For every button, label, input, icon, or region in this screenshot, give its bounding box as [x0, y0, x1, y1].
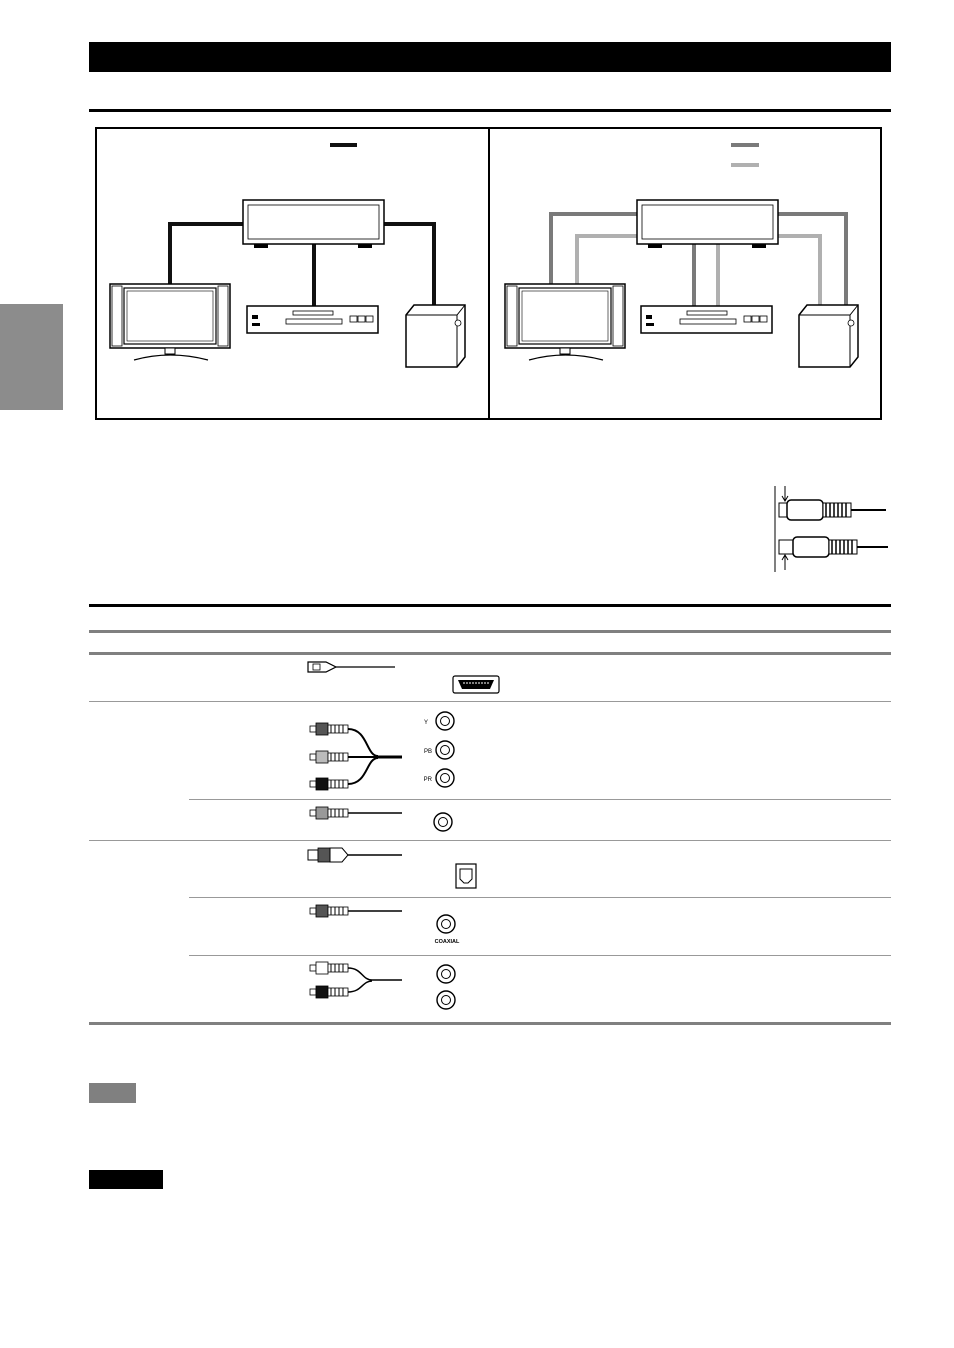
rca-jack-icon [434, 813, 452, 831]
hdmi-plug-icon [308, 662, 395, 672]
rca-jack-icon [436, 769, 454, 787]
jack-label-y: Y [423, 720, 428, 726]
note-label [89, 1083, 136, 1103]
hdmi-jack-icon [453, 676, 499, 693]
rca-plug-icon [310, 751, 348, 763]
jack-label-pr: PR [423, 777, 432, 783]
rca-plug-icon [310, 723, 348, 735]
rca-jack-icon [436, 712, 454, 730]
jack-label-pb: PB [423, 749, 432, 755]
rca-plug-icon [310, 807, 402, 819]
rca-plug-icon [310, 905, 402, 917]
optical-jack-icon [456, 864, 476, 888]
optical-plug-icon [308, 848, 402, 862]
rca-plug-icon [310, 986, 348, 998]
rca-jack-icon [436, 741, 454, 759]
caution-label [89, 1170, 163, 1189]
rca-plug-icon [310, 962, 348, 974]
rca-jack-icon [437, 915, 455, 933]
jack-label-coaxial: COAXIAL [434, 939, 460, 945]
rca-jack-icon [437, 991, 455, 1009]
rca-jack-icon [437, 965, 455, 983]
rca-plug-icon [310, 778, 348, 790]
